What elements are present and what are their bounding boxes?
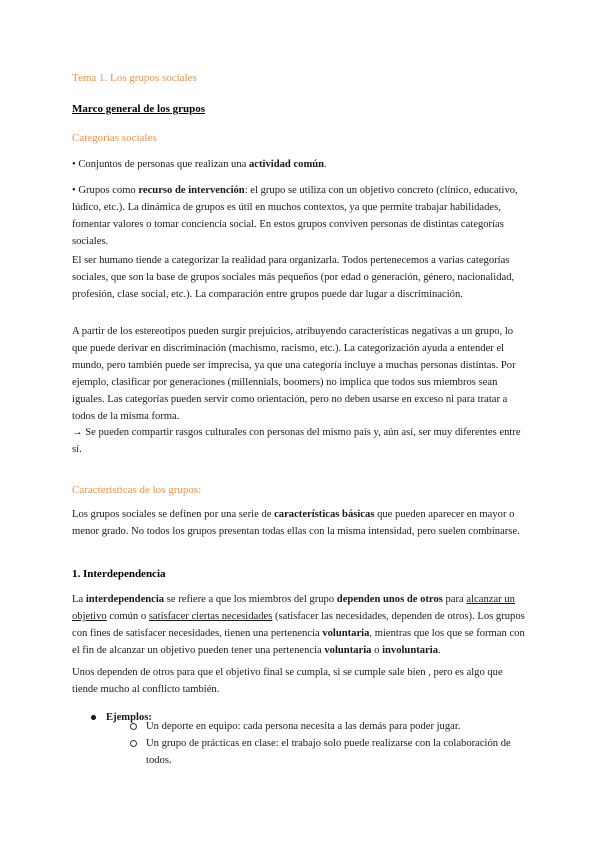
ejemplo-text: Un deporte en equipo: cada persona necesita a las demás para poder jugar. <box>146 721 461 732</box>
paragraph-categorizar: El ser humano tiende a categorizar la realidad para organizarla. Todos pertenecemos a varias categorías sociales, que son la base de grupos sociales más pequeños (por edad o generación, género, nacionalidad, profesión, clase social, etc.). La comparación entre grupos puede dar lugar a discriminación. <box>72 255 515 300</box>
list-item-ejemplo-1 <box>128 718 528 735</box>
underline-run: satisfacer ciertas necesidades <box>148 611 273 622</box>
text-run: , mientras que los que se forman con el fin de alcanzar un objetivo pueden tener una pertenencia <box>72 628 525 656</box>
paragraph-caracteristicas <box>72 506 530 540</box>
ejemplos-label: Ejemplos: <box>106 712 152 723</box>
text-run: : el grupo se utiliza con un objetivo concreto (clínico, educativo, lúdico, etc.). La dinámica de grupos es útil en muchos contextos, ya que permite trabajar habilidades, fomentar valores o tomar conciencia social. En estos grupos conviven personas de distintas categorías sociales. <box>72 185 518 247</box>
paragraph-dependen: Unos dependen de otros para que el objetivo final se cumpla, si se cumple sale bien , pero es algo que tiende mucho al conflicto también. <box>72 667 503 695</box>
bold-run: voluntaria <box>324 645 372 656</box>
text-run: Los grupos sociales se definen por una serie de <box>72 509 275 520</box>
paragraph-estereotipos: A partir de los estereotipos pueden surgir prejuicios, atribuyendo características negativas a un grupo, lo que puede derivar en discriminación (machismo, racismo, etc.). La categorización ayuda a entender el mundo, pero también puede ser imprecisa, ya que una categoría incluye a muchas personas distintas. Por ejemplo, clasificar por generaciones (millennials, boomers) no implica que todos sus miembros sean iguales. Las categorías pueden servir como orientación, pero no deben usarse en exceso ni para tratar a todos de la misma forma. <box>72 326 516 422</box>
paragraph-interdependencia <box>72 591 530 659</box>
text-run: . <box>324 159 327 170</box>
bullet-circle-icon <box>130 723 137 730</box>
bold-run: interdependencia <box>85 594 165 605</box>
bold-run: actividad común <box>249 159 325 170</box>
text-run: . <box>438 645 441 656</box>
section-heading: Marco general de los grupos <box>72 103 206 115</box>
paragraph-conjuntos <box>72 156 530 173</box>
list-item-ejemplo-2 <box>128 735 528 769</box>
interdependencia-heading: 1. Interdependencia <box>72 568 166 580</box>
bullet-circle-icon <box>130 740 137 747</box>
text-run: que pueden aparecer en mayor o menor grado. No todos los grupos presentan todas ellas con la misma intensidad, pero suelen combinarse. <box>72 509 520 537</box>
text-run: para <box>442 594 467 605</box>
text-run: o <box>371 645 383 656</box>
caracteristicas-heading: Características de los grupos: <box>72 484 202 496</box>
bold-run: características básicas <box>274 509 375 520</box>
bold-run: dependen unos de otros <box>336 594 443 605</box>
bold-run: voluntaria <box>322 628 370 639</box>
page-title: Tema 1. Los grupos sociales <box>72 72 197 84</box>
ejemplo-text: Un grupo de prácticas en clase: el trabajo solo puede realizarse con la colaboración de todos. <box>146 738 511 766</box>
categorias-heading: Categorías sociales <box>72 132 157 144</box>
paragraph-recurso <box>72 182 530 250</box>
bold-run: involuntaria <box>382 645 438 656</box>
text-run: se refiere a que los miembros del grupo <box>164 594 337 605</box>
text-run: común o <box>106 611 149 622</box>
paragraph-rasgos: → Se pueden compartir rasgos culturales con personas del mismo país y, aún así, ser muy diferentes entre sí. <box>72 427 521 455</box>
text-run: (satisfacer las necesidades, dependen de otros). Los grupos con fines de satisfacer necesidades, tienen una pertenencia <box>72 611 525 639</box>
bold-run: recurso de intervención <box>138 185 245 196</box>
underline-run: alcanzar un objetivo <box>72 594 515 622</box>
bullet-dot-icon <box>91 715 96 720</box>
text-run: La <box>72 594 86 605</box>
text-run: • Conjuntos de personas que realizan una <box>72 159 249 170</box>
text-run: • Grupos como <box>72 185 139 196</box>
